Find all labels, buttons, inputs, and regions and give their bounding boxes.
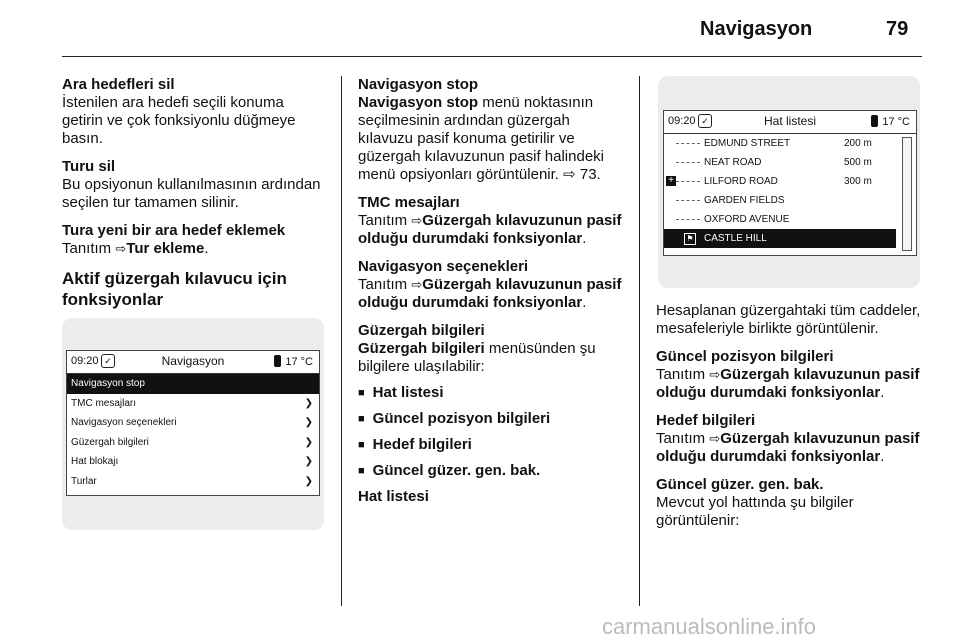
menu-term: Navigasyon stop xyxy=(358,94,479,111)
heading-tmc: TMC mesajları xyxy=(358,194,460,211)
list-item: ■ Hat listesi xyxy=(358,384,628,403)
thermometer-icon xyxy=(871,115,878,127)
paragraph: Bu opsiyonun kullanılmasının ardından seçilen tur tamamen silinir. xyxy=(62,176,321,211)
tree-connector xyxy=(676,219,700,220)
column-1 xyxy=(62,76,324,318)
arrow-right-icon: ⇨ xyxy=(709,431,721,446)
distance: 500 m xyxy=(844,157,872,168)
route-row[interactable] xyxy=(664,134,896,153)
heading-hat-listesi: Hat listesi xyxy=(358,488,429,505)
list-item: ■ Güncel pozisyon bilgileri xyxy=(358,410,628,429)
page-number: 79 xyxy=(886,18,909,40)
heading-tura-yeni: Tura yeni bir ara hedef eklemek xyxy=(62,222,286,239)
arrow-right-icon: ⇨ xyxy=(411,277,423,292)
street-name: EDMUND STREET xyxy=(704,138,791,149)
text: Tanıtım xyxy=(358,276,412,293)
chevron-right-icon: ❯ xyxy=(304,397,313,409)
text: Tanıtım xyxy=(358,212,412,229)
column-3 xyxy=(656,302,926,540)
screenshot-panel-hat-listesi xyxy=(658,76,920,288)
column-2 xyxy=(358,76,628,506)
paragraph: Mevcut yol hattında şu bilgiler görüntülenir: xyxy=(656,494,854,529)
menu-item-label: Navigasyon seçenekleri xyxy=(71,417,177,428)
cross-reference-link[interactable]: Tur ekleme xyxy=(126,240,205,257)
street-name: CASTLE HILL xyxy=(704,233,767,244)
menu-item[interactable] xyxy=(67,452,319,472)
tree-connector xyxy=(676,181,700,182)
text: . xyxy=(880,384,885,401)
clock: 09:20 xyxy=(71,355,99,367)
text: menüsünden şu bilgilere ulaşılabilir: xyxy=(358,340,596,375)
route-row[interactable] xyxy=(664,153,896,172)
arrow-right-icon: ⇨ xyxy=(709,367,721,382)
expand-plus-icon[interactable]: + xyxy=(666,176,676,186)
screen-title: Navigasyon xyxy=(161,354,225,368)
distance: 300 m xyxy=(844,176,872,187)
route-row[interactable] xyxy=(664,210,896,229)
chevron-right-icon: ❯ xyxy=(304,417,313,428)
cross-reference-link[interactable]: Güzergah kılavuzunun pasif olduğu durumdaki fonksiyonlar xyxy=(656,430,920,465)
paragraph xyxy=(656,430,926,466)
scrollbar[interactable] xyxy=(902,137,912,251)
heading-turu-sil: Turu sil xyxy=(62,158,116,175)
temperature xyxy=(274,355,313,368)
thermometer-icon xyxy=(274,355,281,367)
chevron-right-icon: ❯ xyxy=(304,475,313,487)
status-bar xyxy=(664,111,916,134)
text: . xyxy=(582,230,587,247)
column-divider xyxy=(639,76,640,606)
display-screen xyxy=(66,350,320,496)
bullet-list xyxy=(358,384,628,481)
nav-status-icon: ✓ xyxy=(101,354,115,368)
tree-connector xyxy=(676,162,700,163)
heading-nav-secenekleri: Navigasyon seçenekleri xyxy=(358,258,529,275)
heading-hedef-bilgileri: Hedef bilgileri xyxy=(656,412,756,429)
section-heading: Aktif güzergah kılavucu için fonksiyonlar xyxy=(62,269,287,309)
text: . xyxy=(582,294,587,311)
arrow-right-icon: ⇨ xyxy=(115,241,127,256)
tree-connector xyxy=(676,200,700,201)
screen-title: Hat listesi xyxy=(763,114,816,128)
paragraph xyxy=(358,94,628,184)
tree-connector xyxy=(676,143,700,144)
cross-reference-link[interactable]: Güzergah kılavuzunun pasif olduğu durumdaki fonksiyonlar xyxy=(358,276,622,311)
page-reference-link[interactable]: ⇨ 73. xyxy=(563,166,601,183)
text: Tanıtım xyxy=(62,240,116,257)
header-rule xyxy=(62,56,922,57)
temperature-value: 17 °C xyxy=(285,356,313,368)
heading-guzergah-bilgileri: Güzergah bilgileri xyxy=(358,322,485,339)
menu-item-label: TMC mesajları xyxy=(71,397,137,409)
heading-navigasyon-stop: Navigasyon stop xyxy=(358,76,479,93)
heading-guncel-guzer: Güncel güzer. gen. bak. xyxy=(656,476,824,493)
list-item: ■ Hedef bilgileri xyxy=(358,436,628,455)
text: Tanıtım xyxy=(656,366,710,383)
temperature-value: 17 °C xyxy=(882,116,910,128)
paragraph xyxy=(358,340,628,376)
text: . xyxy=(880,448,885,465)
paragraph xyxy=(358,276,628,312)
street-name: NEAT ROAD xyxy=(704,157,762,168)
menu-item-label: Güzergah bilgileri xyxy=(71,436,149,448)
text: menü noktasının seçilmesinin ardından güzergah kılavuzu pasif konuma getirilir ve güzergah kılavuzunun pasif halindeki menü opsiyonları görüntülenir. xyxy=(358,94,604,183)
display-screen xyxy=(663,110,917,256)
page-section-title: Navigasyon xyxy=(700,18,813,40)
paragraph xyxy=(62,240,324,258)
route-row[interactable] xyxy=(664,191,896,210)
heading-ara-hedefleri-sil: Ara hedefleri sil xyxy=(62,76,175,93)
street-name: OXFORD AVENUE xyxy=(704,214,790,225)
arrow-right-icon: ⇨ xyxy=(411,213,423,228)
menu-item[interactable] xyxy=(67,413,319,433)
nav-status-icon: ✓ xyxy=(698,114,712,128)
clock: 09:20 xyxy=(668,115,696,127)
menu-item[interactable] xyxy=(67,374,319,394)
temperature xyxy=(871,115,910,128)
route-row[interactable] xyxy=(664,229,896,248)
menu-item-label: Hat blokajı xyxy=(71,456,119,467)
paragraph xyxy=(656,366,926,402)
menu-item[interactable] xyxy=(67,394,319,414)
paragraph xyxy=(358,212,628,248)
list-item: ■ Güncel güzer. gen. bak. xyxy=(358,462,628,481)
street-name: GARDEN FIELDS xyxy=(704,195,785,206)
paragraph: İstenilen ara hedefi seçili konuma getirin ve çok fonksiyonlu düğmeye basın. xyxy=(62,94,296,147)
paragraph: Hesaplanan güzergahtaki tüm caddeler, mesafeleriyle birlikte görüntülenir. xyxy=(656,302,921,337)
column-divider xyxy=(341,76,342,606)
menu-item-label: Navigasyon stop xyxy=(71,378,145,389)
status-bar xyxy=(67,351,319,374)
text: . xyxy=(204,240,209,257)
watermark: carmanualsonline.info xyxy=(602,614,817,639)
route-list xyxy=(664,134,896,248)
menu-item-label: Turlar xyxy=(71,475,97,487)
street-name: LILFORD ROAD xyxy=(704,176,778,187)
menu-item[interactable] xyxy=(67,472,319,492)
route-row[interactable] xyxy=(664,172,896,191)
text: Tanıtım xyxy=(656,430,710,447)
chevron-right-icon: ❯ xyxy=(304,456,313,467)
chevron-right-icon: ❯ xyxy=(304,436,313,448)
cross-reference-link[interactable]: Güzergah kılavuzunun pasif olduğu durumdaki fonksiyonlar xyxy=(358,212,622,247)
cross-reference-link[interactable]: Güzergah kılavuzunun pasif olduğu durumdaki fonksiyonlar xyxy=(656,366,920,401)
distance: 200 m xyxy=(844,138,872,149)
menu-item[interactable] xyxy=(67,433,319,453)
menu-term: Güzergah bilgileri xyxy=(358,340,485,357)
heading-guncel-pozisyon: Güncel pozisyon bilgileri xyxy=(656,348,834,365)
destination-flag-icon: ⚑ xyxy=(684,233,696,245)
screenshot-panel-navigasyon xyxy=(62,318,324,530)
